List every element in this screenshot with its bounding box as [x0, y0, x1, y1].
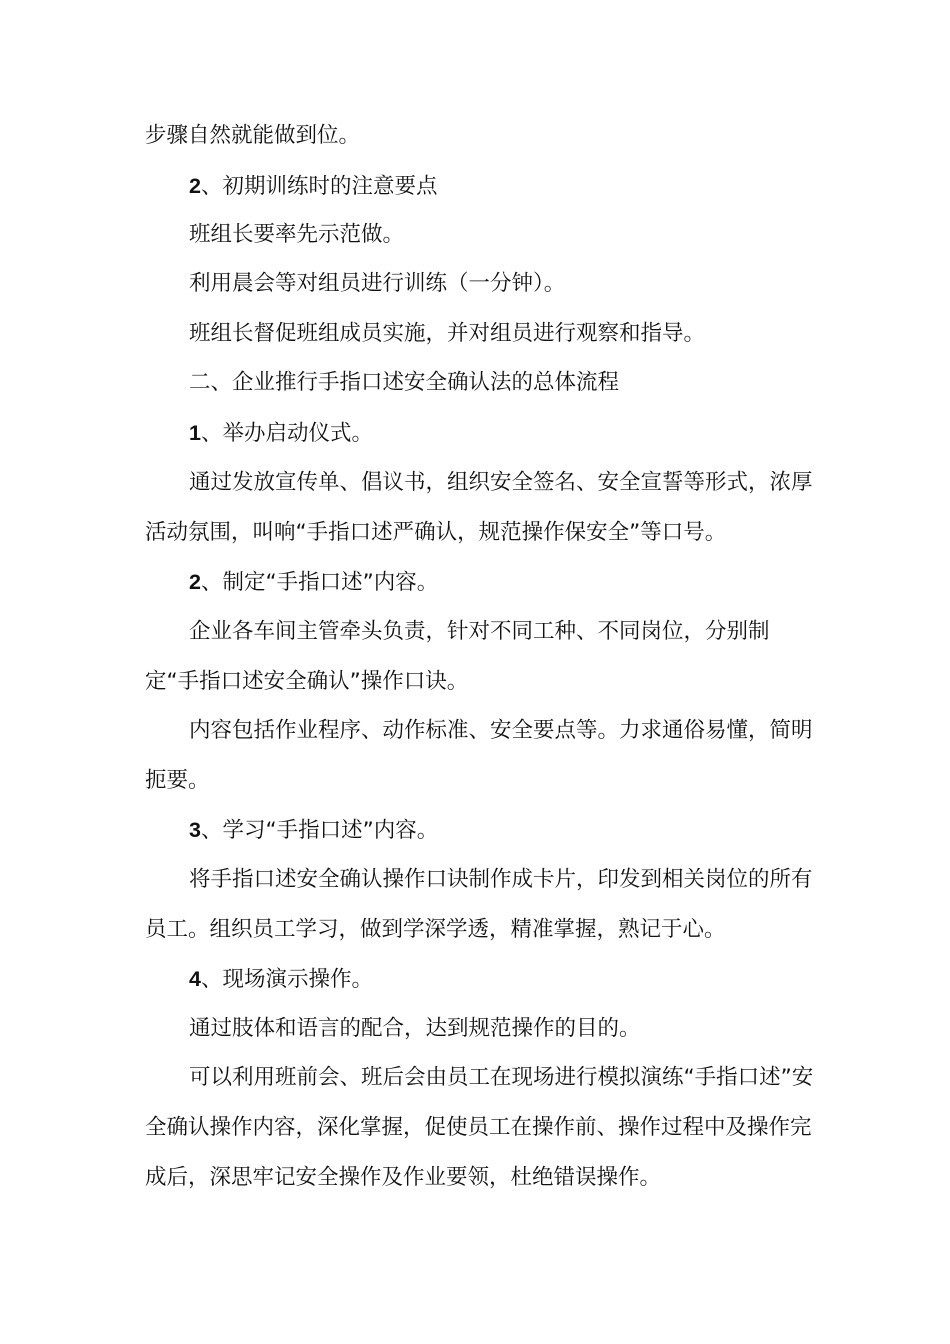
- subheading-text: 、学习“手指口述”内容。: [200, 818, 439, 843]
- item-number: 3: [189, 818, 201, 842]
- paragraph-make-cards: 将手指口述安全确认操作口诀制作成卡片，印发到相关岗位的所有员工。组织员工学习，做到学深学透，精准掌握，熟记于心。: [145, 867, 813, 942]
- paragraph-content-scope: 内容包括作业程序、动作标准、安全要点等。力求通俗易懂，简明扼要。: [145, 718, 813, 793]
- subheading-text: 、现场演示操作。: [200, 967, 373, 992]
- item-number: 2: [189, 174, 201, 198]
- subheading-study-content: [145, 805, 815, 856]
- subheading-text: 、举办启动仪式。: [200, 421, 373, 446]
- subheading-text: 、制定“手指口述”内容。: [200, 570, 439, 595]
- subheading-formulate-content: [145, 557, 815, 608]
- paragraph-supervise: 班组长督促班组成员实施，并对组员进行观察和指导。: [189, 321, 706, 346]
- item-number: 4: [189, 967, 201, 991]
- paragraph-body-language: 通过肢体和语言的配合，达到规范操作的目的。: [189, 1016, 641, 1041]
- section-heading-overall-process: 二、企业推行手指口述安全确认法的总体流程: [189, 370, 620, 395]
- paragraph-workshop-responsibility: 企业各车间主管牵头负责，针对不同工种、不同岗位，分别制定“手指口述安全确认”操作口诀。: [145, 619, 770, 694]
- subheading-initial-training: [145, 161, 815, 212]
- item-number: 1: [189, 421, 201, 445]
- paragraph-launch-details: 通过发放宣传单、倡议书，组织安全签名、安全宣誓等形式，浓厚活动氛围，叫响“手指口述严确认，规范操作保安全”等口号。: [145, 470, 813, 545]
- subheading-onsite-demo: [145, 954, 815, 1005]
- subheading-text: 、初期训练时的注意要点: [200, 174, 438, 199]
- item-number: 2: [189, 570, 201, 594]
- subheading-launch-ceremony: [145, 408, 815, 459]
- paragraph-continuation: 步骤自然就能做到位。: [145, 123, 361, 148]
- paragraph-team-leader-demo: 班组长要率先示范做。: [189, 222, 405, 247]
- paragraph-simulation-drill: 可以利用班前会、班后会由员工在现场进行模拟演练“手指口述”安全确认操作内容，深化掌握，促使员工在操作前、操作过程中及操作完成后，深思牢记安全操作及作业要领，杜绝错误操作。: [145, 1065, 814, 1190]
- paragraph-morning-meeting: 利用晨会等对组员进行训练（一分钟）。: [189, 271, 566, 296]
